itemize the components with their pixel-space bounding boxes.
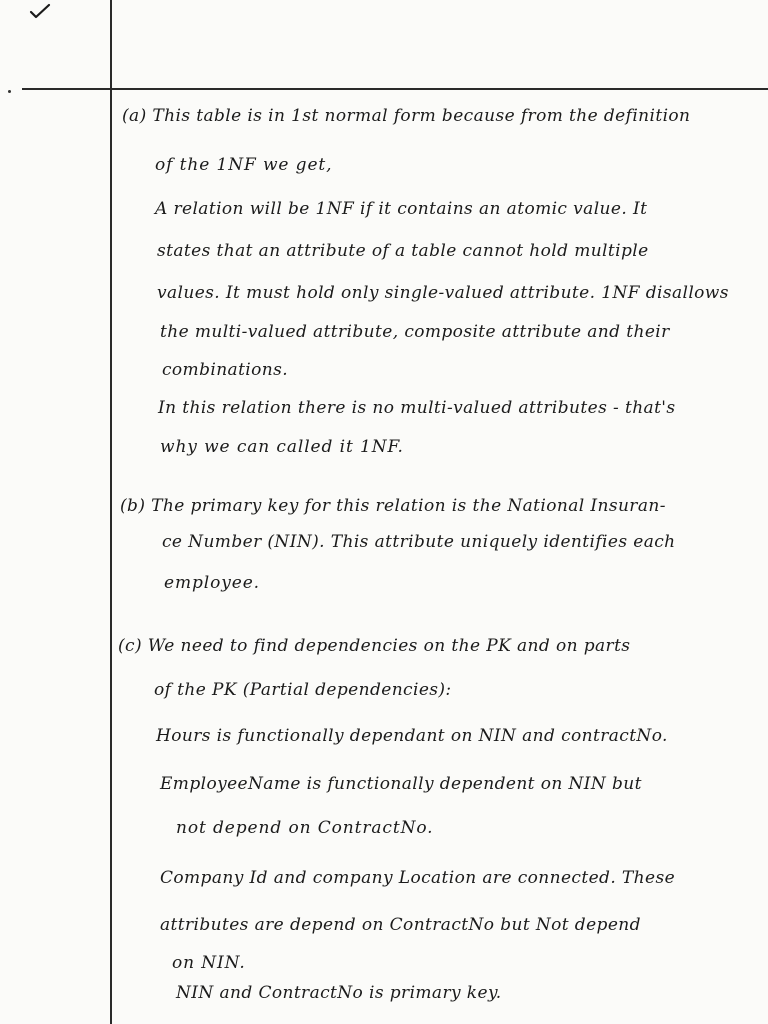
answer-a-line-8: In this relation there is no multi-valued attributes - that's bbox=[158, 398, 676, 418]
answer-b-line-1: (b) The primary key for this relation is the National Insuran- bbox=[120, 496, 666, 516]
header-rule bbox=[22, 88, 768, 90]
margin-line bbox=[110, 0, 112, 1024]
answer-a-line-1: (a) This table is in 1st normal form because from the definition bbox=[122, 106, 691, 126]
answer-c-line-3: Hours is functionally dependant on NIN and contractNo. bbox=[156, 726, 668, 746]
answer-c-line-1: (c) We need to find dependencies on the PK and on parts bbox=[118, 636, 631, 656]
answer-b-line-3: employee. bbox=[164, 573, 260, 593]
ink-dot bbox=[8, 90, 11, 93]
answer-a-line-7: combinations. bbox=[162, 360, 289, 380]
answer-c-line-5: not depend on ContractNo. bbox=[176, 818, 434, 838]
answer-a-line-9: why we can called it 1NF. bbox=[160, 437, 404, 457]
answer-b-line-2: ce Number (NIN). This attribute uniquely identifies each bbox=[162, 532, 676, 552]
answer-a-line-6: the multi-valued attribute, composite attribute and their bbox=[160, 322, 670, 342]
answer-a-line-3: A relation will be 1NF if it contains an atomic value. It bbox=[155, 199, 648, 219]
answer-a-line-5: values. It must hold only single-valued attribute. 1NF disallows bbox=[157, 283, 729, 303]
answer-c-line-9: NIN and ContractNo is primary key. bbox=[176, 983, 502, 1003]
answer-c-line-6: Company Id and company Location are connected. These bbox=[160, 868, 676, 888]
answer-c-line-7: attributes are depend on ContractNo but Not depend bbox=[160, 915, 641, 935]
answer-c-line-8: on NIN. bbox=[172, 953, 246, 973]
answer-c-line-4: EmployeeName is functionally dependent on NIN but bbox=[160, 774, 642, 794]
check-mark-icon bbox=[28, 2, 52, 20]
answer-c-line-2: of the PK (Partial dependencies): bbox=[154, 680, 452, 700]
answer-a-line-4: states that an attribute of a table cannot hold multiple bbox=[157, 241, 649, 261]
answer-a-line-2: of the 1NF we get, bbox=[155, 155, 333, 175]
